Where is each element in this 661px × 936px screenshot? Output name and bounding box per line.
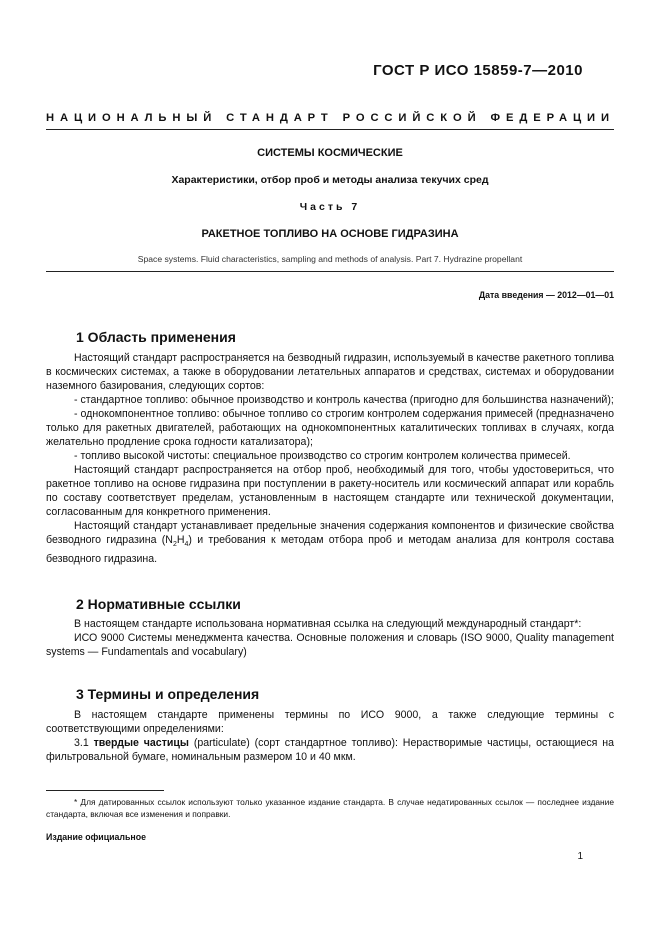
subscript: 4 xyxy=(184,541,189,549)
section-2-body xyxy=(46,617,614,659)
section-3-body xyxy=(46,708,614,764)
paragraph xyxy=(46,519,614,566)
title-divider xyxy=(46,271,614,272)
text-run: H xyxy=(176,534,185,546)
paragraph: В настоящем стандарте использована нормативная ссылка на следующий международный стандарт*: xyxy=(74,618,582,630)
definition-text: (particulate) (сорт стандартное топливо): Нерастворимые частицы, остающиеся на фильтровальной бумаге, номинальным размером 10 и 40 мкм. xyxy=(46,737,614,763)
main-title: СИСТЕМЫ КОСМИЧЕСКИЕ xyxy=(257,147,403,159)
part-label: Часть 7 xyxy=(299,201,361,213)
paragraph: ИСО 9000 Системы менеджмента качества. Основные положения и словарь (ISO 9000, Quality management systems — Fundamentals and vocabulary) xyxy=(46,632,614,658)
section-2-heading: 2 Нормативные ссылки xyxy=(76,596,241,612)
item-number: 3.1 xyxy=(74,737,89,749)
text-run: Настоящий стандарт устанавливает предельные значения содержания компонентов и физические свойства безводного гидразина (N xyxy=(46,520,614,546)
paragraph: - однокомпонентное топливо: обычное топливо со строгим контролем содержания примесей (предназначено только для ракетных двигателей, работающих на однокомпонентных каталитических топливах в случаях, когда желательно продление срока годности катализатора); xyxy=(46,408,614,448)
official-edition-label: Издание официальное xyxy=(46,832,146,842)
section-1-heading: 1 Область применения xyxy=(76,329,236,345)
footnote-divider xyxy=(46,790,164,791)
subscript: 2 xyxy=(172,541,177,549)
national-standard-banner: НАЦИОНАЛЬНЫЙ СТАНДАРТ РОССИЙСКОЙ ФЕДЕРАЦИИ xyxy=(46,112,615,124)
paragraph: - стандартное топливо: обычное производство и контроль качества (пригодно для большинства назначений); xyxy=(74,394,614,406)
footnote-text: * Для датированных ссылок используют только указанное издание стандарта. В случае недатированных ссылок — последнее издание стандарта, включая все изменения и поправки. xyxy=(46,797,614,819)
subtitle: Характеристики, отбор проб и методы анализа текучих сред xyxy=(171,174,489,186)
paragraph: В настоящем стандарте применены термины по ИСО 9000, а также следующие термины с соответствующими определениями: xyxy=(46,709,614,735)
english-title: Space systems. Fluid characteristics, sampling and methods of analysis. Part 7. Hydrazine propellant xyxy=(137,254,523,264)
paragraph: Настоящий стандарт распространяется на отбор проб, необходимый для того, чтобы удостовериться, что ракетное топливо на основе гидразина при поступлении в ракету-носитель или космический аппарат или корабль по составу соответствует пределам, установленным в настоящем стандарте или технической документации, согласованным для конкретного применения. xyxy=(46,464,614,518)
paragraph: - топливо высокой чистоты: специальное производство со строгим контролем количества примесей. xyxy=(74,450,571,462)
header-divider xyxy=(46,129,614,130)
paragraph: Настоящий стандарт распространяется на безводный гидразин, используемый в качестве ракетного топлива в космических системах, а также в оборудовании летательных аппаратов и средствах, системах и оборудовании наземного базирования, следующих сортов: xyxy=(46,352,614,392)
section-3-heading: 3 Термины и определения xyxy=(76,686,260,702)
page-number: 1 xyxy=(577,851,583,862)
definition-item xyxy=(46,736,614,764)
document-code: ГОСТ Р ИСО 15859-7—2010 xyxy=(373,62,583,79)
text-run: ) и требования к методам отбора проб и методам анализа для контроля состава безводного гидразина. xyxy=(46,534,614,566)
footnote xyxy=(46,796,614,820)
section-1-body xyxy=(46,351,614,566)
part-title: РАКЕТНОЕ ТОПЛИВО НА ОСНОВЕ ГИДРАЗИНА xyxy=(201,228,459,240)
effective-date: Дата введения — 2012—01—01 xyxy=(478,290,614,300)
defined-term: твердые частицы xyxy=(93,737,189,749)
